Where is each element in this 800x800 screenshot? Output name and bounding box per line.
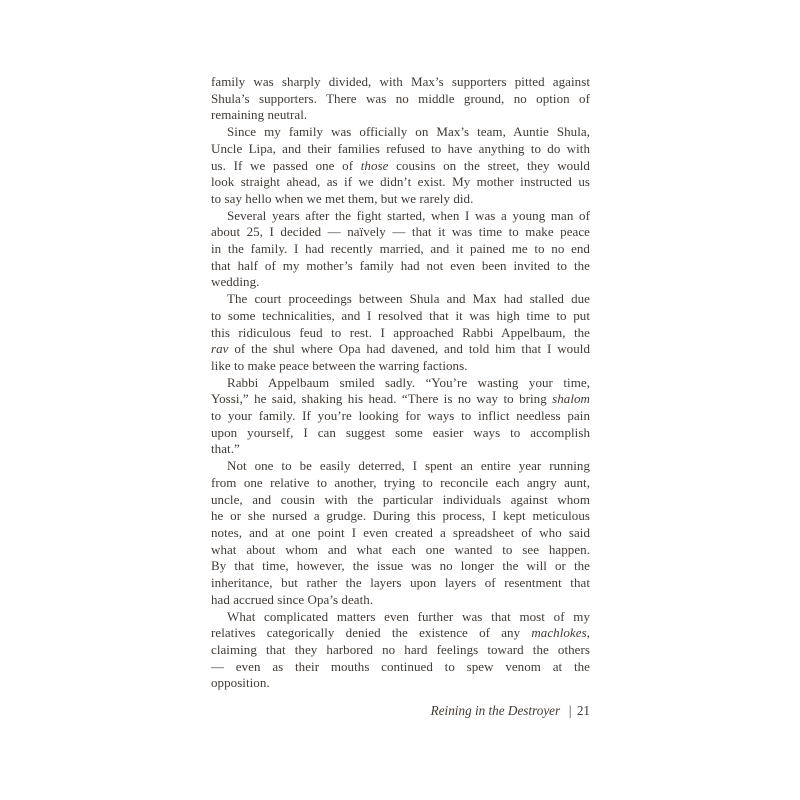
- text-line: in the family. I had recently married, and it pained me to no end: [211, 241, 590, 257]
- text-line: opposition.: [211, 675, 270, 691]
- footer-separator: |: [568, 703, 572, 718]
- text-line: — even as their mouths continued to spew venom at the: [211, 658, 590, 674]
- text-line: about 25, I decided — naïvely — that it was time to make peace: [211, 224, 590, 240]
- text-line: that half of my mother’s family had not even been invited to the: [211, 257, 590, 273]
- paragraph: [211, 375, 590, 459]
- text-line: relatives categorically denied the existence of any machlokes,: [211, 625, 590, 641]
- text-line: us. If we passed one of those cousins on the street, they would: [211, 157, 590, 173]
- text-line: upon yourself, I can suggest some easier ways to accomplish: [211, 424, 590, 440]
- page-footer: [211, 703, 590, 720]
- text-line: look straight ahead, as if we didn’t exist. My mother instructed us: [211, 174, 590, 190]
- paragraph: [211, 291, 590, 375]
- text-line: what about whom and what each one wanted to see happen.: [211, 541, 590, 557]
- text-line: wedding.: [211, 274, 260, 290]
- text-line: The court proceedings between Shula and Max had stalled due: [227, 291, 590, 307]
- text-line: Rabbi Appelbaum smiled sadly. “You’re wasting your time,: [227, 374, 590, 390]
- text-line: he or she nursed a grudge. During this process, I kept meticulous: [211, 508, 590, 524]
- paragraph: [211, 609, 590, 693]
- paragraph: [211, 208, 590, 292]
- text-line: like to make peace between the warring factions.: [211, 357, 468, 373]
- paragraph: [211, 74, 590, 124]
- text-line: Shula’s supporters. There was no middle ground, no option of: [211, 90, 590, 106]
- text-line: to some technicalities, and I resolved that it was high time to put: [211, 307, 590, 323]
- paragraph: [211, 458, 590, 608]
- text-line: Several years after the fight started, when I was a young man of: [227, 207, 590, 223]
- text-line: By that time, however, the issue was no longer the will or the: [211, 558, 590, 574]
- text-line: rav of the shul where Opa had davened, and told him that I would: [211, 341, 590, 357]
- text-line: inheritance, but rather the layers upon layers of resentment that: [211, 575, 590, 591]
- text-line: What complicated matters even further was that most of my: [227, 608, 590, 624]
- text-line: Yossi,” he said, shaking his head. “There is no way to bring shalom: [211, 391, 590, 407]
- text-line: claiming that they harbored no hard feelings toward the others: [211, 641, 590, 657]
- footer-running-title: Reining in the Destroyer: [430, 703, 561, 718]
- page-body-text: [211, 74, 590, 692]
- text-line: to your family. If you’re looking for ways to inflict needless pain: [211, 408, 590, 424]
- paragraph: [211, 124, 590, 208]
- text-line: Since my family was officially on Max’s team, Auntie Shula,: [227, 124, 590, 140]
- text-line: that.”: [211, 441, 240, 457]
- text-line: had accrued since Opa’s death.: [211, 591, 374, 607]
- text-line: this ridiculous feud to rest. I approached Rabbi Appelbaum, the: [211, 324, 590, 340]
- footer-page-number: 21: [576, 703, 590, 718]
- text-line: family was sharply divided, with Max’s supporters pitted against: [211, 74, 590, 89]
- text-line: from one relative to another, trying to reconcile each angry aunt,: [211, 474, 590, 490]
- text-line: notes, and at one point I even created a spreadsheet of who said: [211, 524, 590, 540]
- text-line: Uncle Lipa, and their families refused to have anything to do with: [211, 140, 590, 156]
- text-line: remaining neutral.: [211, 107, 308, 123]
- text-line: uncle, and cousin with the particular individuals against whom: [211, 491, 590, 507]
- text-line: Not one to be easily deterred, I spent an entire year running: [227, 458, 590, 474]
- text-line: to say hello when we met them, but we rarely did.: [211, 190, 474, 206]
